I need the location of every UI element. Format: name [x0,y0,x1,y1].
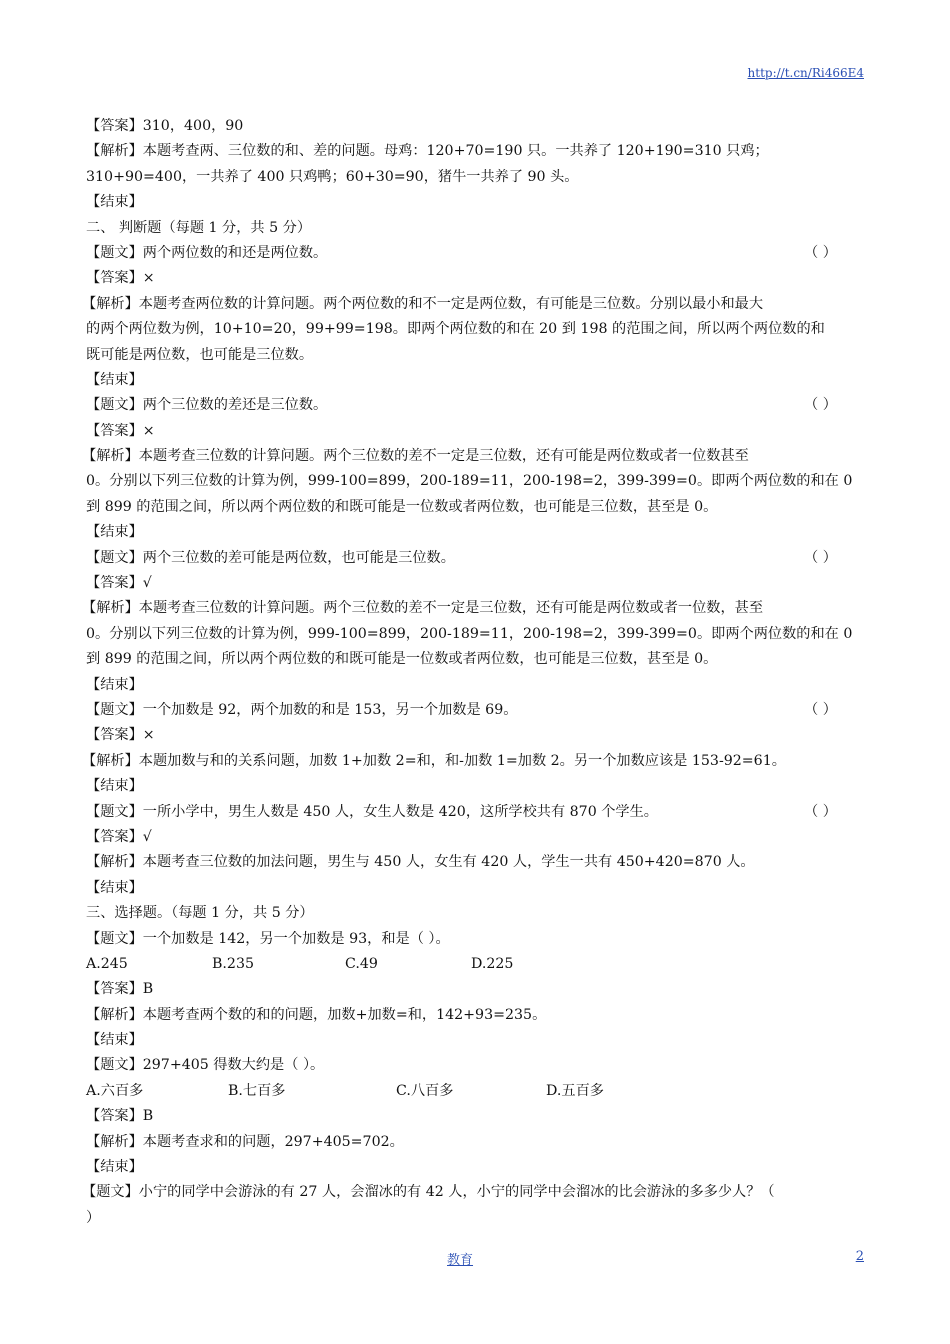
end-marker: 【结束】 [86,194,143,211]
section-heading-choice: 三、选择题。（每题 1 分，共 5 分） [86,905,314,922]
question-row [86,241,866,266]
end-marker: 【结束】 [86,1032,143,1049]
question-row [86,546,866,571]
page-number: 2 [855,1249,864,1264]
answer-parenthesis: （ ） [804,549,837,566]
end-marker: 【结束】 [86,879,143,896]
question-text: 【题文】一所小学中，男生人数是 450 人，女生人数是 420，这所学校共有 870 个学生。 [86,803,658,820]
options-row [86,1079,866,1104]
section-heading-judgment: 二、 判断题（每题 1 分，共 5 分） [86,219,312,236]
question-text: 【题文】297+405 得数大约是（ ）。 [86,1057,325,1074]
analysis-line: 到 899 的范围之间，所以两个两位数的和既可能是一位数或者两位数，也可能是三位数，甚至是 0。 [86,651,718,668]
option-a: A.245 [86,955,128,972]
end-marker: 【结束】 [86,1159,143,1176]
answer-parenthesis: （ ） [804,803,837,820]
analysis-line: 【解析】本题考查三位数的计算问题。两个三位数的差不一定是三位数，还有可能是两位数或者一位数，甚至 [82,600,764,617]
analysis-line: 的两个两位数为例，10+10=20，99+99=198。即两个两位数的和在 20 到 198 的范围之间，所以两个两位数的和 [86,321,825,338]
analysis-line: 【解析】本题考查两位数的计算问题。两个两位数的和不一定是两位数，有可能是三位数。分别以最小和最大 [82,295,764,312]
question-text: 【题文】两个两位数的和还是两位数。 [86,244,328,261]
options-row [86,952,866,977]
answer-line: 【答案】B [86,981,154,998]
analysis-line: 310+90=400，一共养了 400 只鸡鸭；60+30=90，猪牛一共养了 90 头。 [86,168,579,185]
end-marker: 【结束】 [86,778,143,795]
analysis-line: 【解析】本题考查三位数的加法问题，男生与 450 人，女生有 420 人，学生一共有 450+420=870 人。 [86,854,755,871]
answer-line: 【答案】310，400，90 [86,118,244,134]
question-text-continued: ） [86,1209,101,1226]
document-body [82,114,866,1231]
analysis-line: 【解析】本题考查求和的问题，297+405=702。 [86,1133,404,1150]
option-b: B.235 [212,955,255,972]
option-c: C.八百多 [396,1082,454,1099]
option-d: D.五百多 [546,1082,604,1099]
answer-line: 【答案】√ [86,828,152,845]
analysis-line: 既可能是两位数，也可能是三位数。 [86,346,314,363]
analysis-line: 到 899 的范围之间，所以两个两位数的和既可能是一位数或者两位数，也可能是三位数，甚至是 0。 [86,498,718,515]
analysis-line: 【解析】本题考查两、三位数的和、差的问题。母鸡：120+70=190 只。一共养了 120+190=310 只鸡； [86,143,769,160]
analysis-line: 【解析】本题考查三位数的计算问题。两个三位数的差不一定是三位数，还有可能是两位数或者一位数甚至 [82,448,749,465]
option-d: D.225 [471,955,514,972]
end-marker: 【结束】 [86,371,143,388]
end-marker: 【结束】 [86,676,143,693]
answer-line: 【答案】× [86,270,155,287]
analysis-line: 0。分别以下列三位数的计算为例，999-100=899，200-189=11，200-198=2，399-399=0。即两个两位数的和在 0 [86,473,853,490]
answer-line: 【答案】B [86,1108,154,1125]
footer-link[interactable]: 教育 [447,1253,474,1268]
question-text: 【题文】一个加数是 92，两个加数的和是 153，另一个加数是 69。 [86,701,518,718]
question-text: 【题文】两个三位数的差可能是两位数，也可能是三位数。 [86,549,455,566]
question-text: 【题文】小宁的同学中会游泳的有 27 人，会溜冰的有 42 人，小宁的同学中会溜冰的比会游泳的多多少人？（ [82,1184,775,1201]
analysis-line: 【解析】本题加数与和的关系问题，加数 1+加数 2=和，和-加数 1=加数 2。另一个加数应该是 153-92=61。 [82,752,786,769]
analysis-line: 0。分别以下列三位数的计算为例，999-100=899，200-189=11，200-198=2，399-399=0。即两个两位数的和在 0 [86,625,853,642]
answer-parenthesis: （ ） [804,244,837,261]
answer-line: 【答案】× [86,727,155,744]
header-url-link[interactable]: http://t.cn/Ri466E4 [747,66,864,80]
question-row [86,800,866,825]
question-text: 【题文】一个加数是 142，另一个加数是 93，和是（ ）。 [86,930,450,947]
answer-line: 【答案】× [86,422,155,439]
option-c: C.49 [345,955,378,972]
question-row [86,698,866,723]
end-marker: 【结束】 [86,524,143,541]
analysis-line: 【解析】本题考查两个数的和的问题，加数+加数=和，142+93=235。 [86,1006,547,1023]
answer-parenthesis: （ ） [804,397,837,414]
option-b: B.七百多 [228,1082,286,1099]
answer-parenthesis: （ ） [804,701,837,718]
question-text: 【题文】两个三位数的差还是三位数。 [86,397,328,414]
answer-line: 【答案】√ [86,575,152,592]
option-a: A.六百多 [86,1082,144,1099]
question-row [86,393,866,418]
